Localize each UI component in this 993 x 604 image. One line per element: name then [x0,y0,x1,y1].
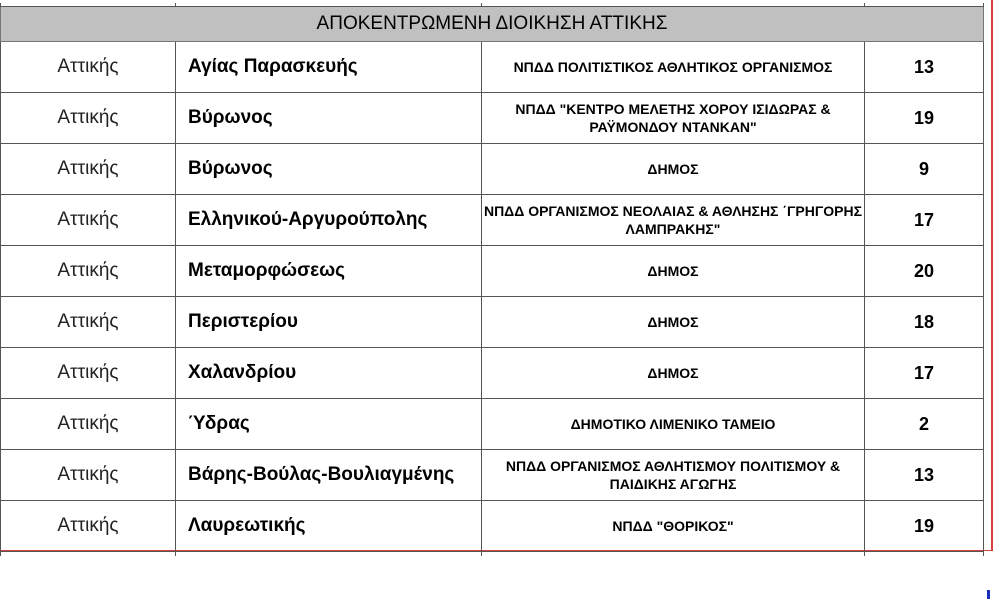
table-row [1,297,984,348]
table-row [1,348,984,399]
table-title[interactable]: ΑΠΟΚΕΝΤΡΩΜΕΝΗ ΔΙΟΙΚΗΣΗ ΑΤΤΙΚΗΣ [1,7,984,42]
data-table [0,3,984,556]
region-cell[interactable]: Αττικής [1,42,176,93]
count-cell[interactable]: 13 [865,42,984,93]
municipality-cell[interactable]: Βάρης-Βούλας-Βουλιαγμένης [176,450,482,501]
municipality-cell[interactable]: Λαυρεωτικής [176,501,482,552]
region-cell[interactable]: Αττικής [1,93,176,144]
table-row [1,42,984,93]
count-cell[interactable]: 17 [865,348,984,399]
table-row [1,144,984,195]
municipality-cell[interactable]: Μεταμορφώσεως [176,246,482,297]
table-row [1,246,984,297]
municipality-cell[interactable]: Ύδρας [176,399,482,450]
entity-cell[interactable]: ΔΗΜΟΣ [482,246,865,297]
count-cell[interactable]: 17 [865,195,984,246]
count-cell[interactable]: 20 [865,246,984,297]
table-header-row [1,7,984,42]
entity-cell[interactable]: ΝΠΔΔ ΟΡΓΑΝΙΣΜΟΣ ΑΘΛΗΤΙΣΜΟΥ ΠΟΛΙΤΙΣΜΟΥ & ΠΑΙΔΙΚΗΣ ΑΓΩΓΗΣ [482,450,865,501]
municipality-cell[interactable]: Περιστερίου [176,297,482,348]
entity-cell[interactable]: ΔΗΜΟΣ [482,348,865,399]
entity-cell[interactable]: ΝΠΔΔ ΟΡΓΑΝΙΣΜΟΣ ΝΕΟΛΑΙΑΣ & ΑΘΛΗΣΗΣ ΄ΓΡΗΓΟΡΗΣ ΛΑΜΠΡΑΚΗΣ" [482,195,865,246]
entity-cell[interactable]: ΝΠΔΔ "ΘΟΡΙΚΟΣ" [482,501,865,552]
municipality-cell[interactable]: Χαλανδρίου [176,348,482,399]
municipality-cell[interactable]: Ελληνικού-Αργυρούπολης [176,195,482,246]
entity-cell[interactable]: ΝΠΔΔ "ΚΕΝΤΡΟ ΜΕΛΕΤΗΣ ΧΟΡΟΥ ΙΣΙΔΩΡΑΣ & ΡΑΫΜΟΝΔΟΥ ΝΤΑΝΚΑΝ" [482,93,865,144]
count-cell[interactable]: 19 [865,93,984,144]
table-row [1,450,984,501]
table-row [1,501,984,552]
region-cell[interactable]: Αττικής [1,195,176,246]
count-cell[interactable]: 19 [865,501,984,552]
entity-cell[interactable]: ΔΗΜΟΣ [482,144,865,195]
count-cell[interactable]: 13 [865,450,984,501]
region-cell[interactable]: Αττικής [1,246,176,297]
page-edge-mark [987,590,990,599]
count-cell[interactable]: 2 [865,399,984,450]
entity-cell[interactable]: ΔΗΜΟΤΙΚΟ ΛΙΜΕΝΙΚΟ ΤΑΜΕΙΟ [482,399,865,450]
region-cell[interactable]: Αττικής [1,144,176,195]
region-cell[interactable]: Αττικής [1,399,176,450]
entity-cell[interactable]: ΝΠΔΔ ΠΟΛΙΤΙΣΤΙΚΟΣ ΑΘΛΗΤΙΚΟΣ ΟΡΓΑΝΙΣΜΟΣ [482,42,865,93]
region-cell[interactable]: Αττικής [1,501,176,552]
municipality-cell[interactable]: Αγίας Παρασκευής [176,42,482,93]
entity-cell[interactable]: ΔΗΜΟΣ [482,297,865,348]
table-row-partial [1,552,984,557]
count-cell[interactable]: 9 [865,144,984,195]
region-cell[interactable]: Αττικής [1,450,176,501]
region-cell[interactable]: Αττικής [1,297,176,348]
municipality-cell[interactable]: Βύρωνος [176,93,482,144]
table-row [1,195,984,246]
municipality-cell[interactable]: Βύρωνος [176,144,482,195]
table-row [1,399,984,450]
count-cell[interactable]: 18 [865,297,984,348]
table-row [1,93,984,144]
region-cell[interactable]: Αττικής [1,348,176,399]
